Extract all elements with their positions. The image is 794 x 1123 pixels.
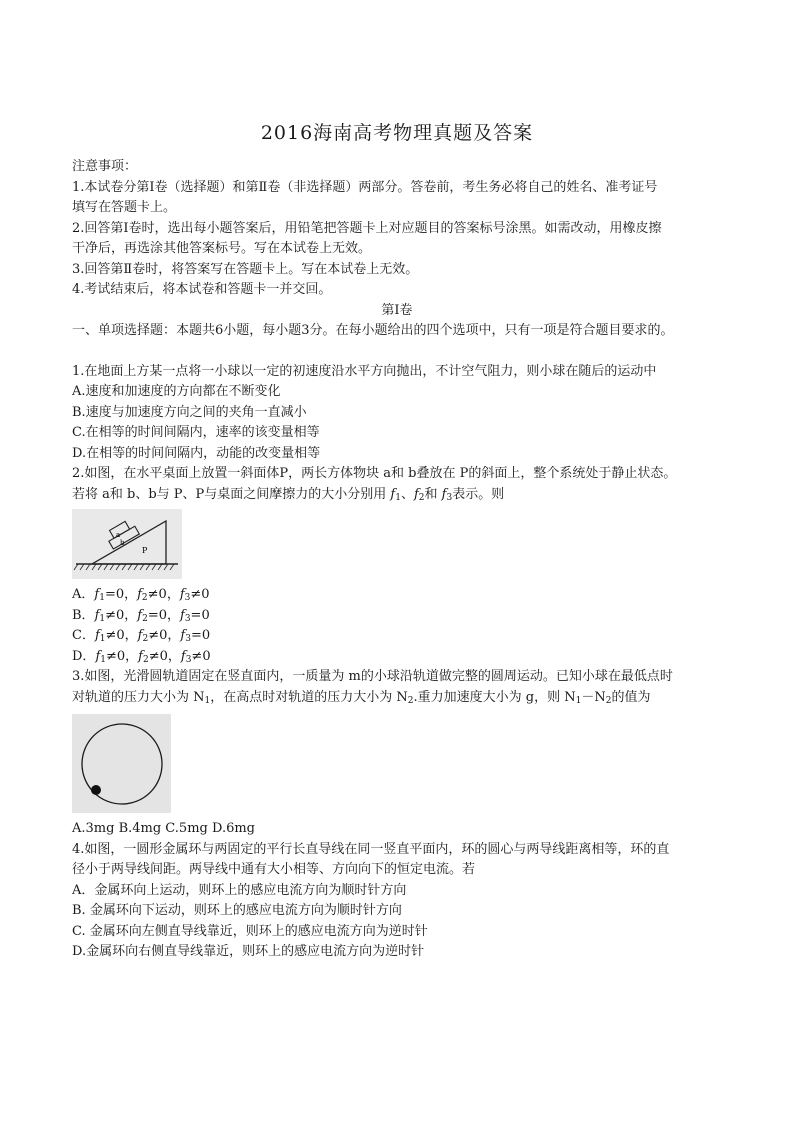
q3-options: A.3mg B.4mg C.5mg D.6mg xyxy=(72,821,255,836)
page-title: 2016海南高考物理真题及答案 xyxy=(260,122,534,144)
q2-stem: 若将 a和 b、b与 P、P与桌面之间摩擦力的大小分别用 $f_1$、$f_2$和 $f_3$表示。则 xyxy=(72,486,505,503)
ball xyxy=(91,785,101,795)
q2-stem: 2.如图，在水平桌面上放置一斜面体P，两长方体物块 a和 b叠放在 P的斜面上，整个系统处于静止状态。 xyxy=(72,466,677,481)
q4-option: D.金属环向右侧直导线靠近，则环上的感应电流方向为逆时针 xyxy=(72,944,425,959)
q4-option: B. 金属环向下运动，则环上的感应电流方向为顺时针方向 xyxy=(72,903,402,918)
notice-line: 3.回答第Ⅱ卷时，将答案写在答题卡上。写在本试卷上无效。 xyxy=(72,261,419,277)
q2-option: D．$f_1\ne 0$，$f_2\ne 0$，$f_3\ne 0$ xyxy=(72,648,211,665)
section-title: 第Ⅰ卷 xyxy=(381,302,413,318)
q2-option: B．$f_1\ne 0$，$f_2=0$，$f_3=0$ xyxy=(72,607,210,624)
q3-stem: 对轨道的压力大小为 $N_1$，在高点时对轨道的压力大小为 $N_2$.重力加速度大小为 g，则 $N_1-N_2$的值为 xyxy=(72,689,651,706)
q1-option: D.在相等的时间间隔内，动能的改变量相等 xyxy=(72,445,321,461)
notice-line: 1.本试卷分第Ⅰ卷（选择题）和第Ⅱ卷（非选择题）两部分。答卷前，考生务必将自己的姓名、准考证号 xyxy=(72,179,658,195)
q4-line: 径小于两导线间距。两导线中通有大小相等、方向向下的恒定电流。若 xyxy=(72,862,476,877)
label-b: b xyxy=(120,539,125,547)
q2-option: A．$f_1=0$，$f_2\ne 0$，$f_3\ne 0$ xyxy=(72,587,210,603)
label-a: a xyxy=(116,531,121,539)
notice-line: 2.回答第Ⅰ卷时，选出每小题答案后，用铅笔把答题卡上对应题目的答案标号涂黑。如需改动，用橡皮擦 xyxy=(72,220,662,236)
q1-option: C.在相等的时间间隔内，速率的该变量相等 xyxy=(72,425,320,440)
notice-line: 干净后，再选涂其他答案标号。写在本试卷上无效。 xyxy=(72,241,372,256)
exam-page xyxy=(72,118,722,963)
q2-option: C．$f_1\ne 0$，$f_2\ne 0$，$f_3=0$ xyxy=(72,628,211,644)
incline-figure xyxy=(72,509,182,579)
notice-heading: 注意事项： xyxy=(72,159,138,174)
notice-line: 填写在答题卡上。 xyxy=(72,200,177,215)
label-p: P xyxy=(142,546,148,555)
q4-option: A．金属环向上运动，则环上的感应电流方向为顺时针方向 xyxy=(72,882,407,898)
q1-stem: 1.在地面上方某一点将一小球以一定的初速度沿水平方向抛出，不计空气阻力，则小球在随后的运动中 xyxy=(72,363,657,379)
q4-option: C. 金属环向左侧直导线靠近，则环上的感应电流方向为逆时针 xyxy=(72,923,428,939)
notice-line: 4.考试结束后，将本试卷和答题卡一并交回。 xyxy=(72,282,332,297)
circle-track-figure xyxy=(72,714,171,813)
q1-option: B.速度与加速度方向之间的夹角一直减小 xyxy=(72,404,307,420)
q4-line: 4.如图，一圆形金属环与两固定的平行长直导线在同一竖直平面内，环的圆心与两导线距离相等，环的直 xyxy=(72,841,670,857)
q3-stem: 3.如图，光滑圆轨道固定在竖直面内，一质量为 m的小球沿轨道做完整的圆周运动。已知小球在最低点时 xyxy=(72,669,673,684)
q1-option: A.速度和加速度的方向都在不断变化 xyxy=(72,384,281,399)
section-intro: 一、单项选择题：本题共6小题，每小题3分。在每小题给出的四个选项中，只有一项是符合题目要求的。 xyxy=(72,323,674,338)
